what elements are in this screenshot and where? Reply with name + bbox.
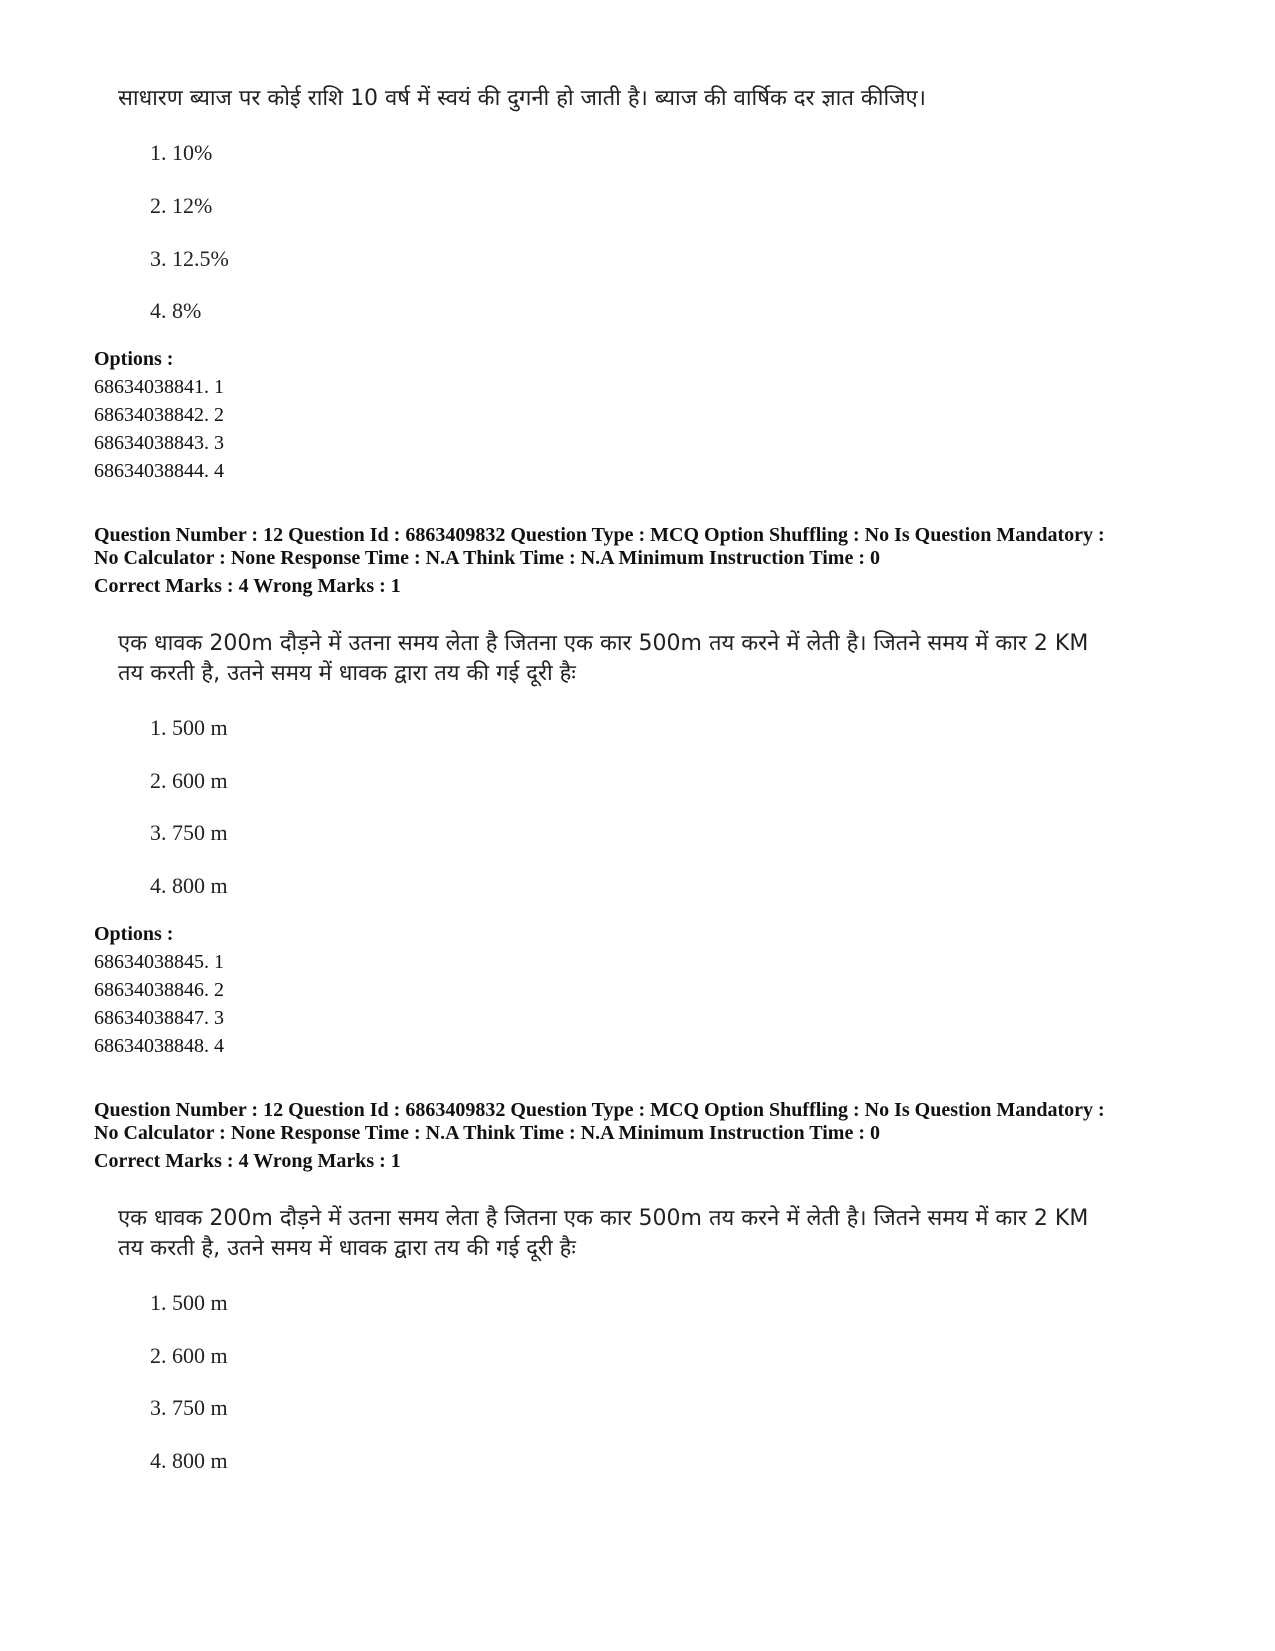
question-meta: Question Number : 12 Question Id : 6863409832 Question Type : MCQ Option Shuffling : No Is Question Mandatory : — [94, 1099, 1105, 1121]
option-id-line: 68634038843. 3 — [94, 432, 224, 454]
answer-choice: 4. 800 m — [150, 1448, 228, 1473]
question-marks: Correct Marks : 4 Wrong Marks : 1 — [94, 575, 401, 597]
option-id-line: 68634038845. 1 — [94, 951, 224, 973]
options-label: Options : — [94, 348, 174, 370]
answer-choice: 2. 600 m — [150, 1343, 228, 1368]
option-id-line: 68634038847. 3 — [94, 1007, 224, 1029]
option-id-line: 68634038842. 2 — [94, 404, 224, 426]
question-text: तय करती है, उतने समय में धावक द्वारा तय की गई दूरी हैः — [118, 661, 576, 686]
answer-choice: 4. 800 m — [150, 873, 228, 898]
answer-choice: 1. 500 m — [150, 715, 228, 740]
answer-choice: 4. 8% — [150, 298, 202, 323]
question-text: एक धावक 200m दौड़ने में उतना समय लेता है जितना एक कार 500m तय करने में लेती है। जितने समय में कार 2 KM — [118, 1206, 1089, 1231]
answer-choice: 1. 10% — [150, 140, 213, 165]
option-id-line: 68634038844. 4 — [94, 460, 224, 482]
answer-choice: 3. 750 m — [150, 1395, 228, 1420]
option-id-line: 68634038846. 2 — [94, 979, 224, 1001]
answer-choice: 1. 500 m — [150, 1290, 228, 1315]
answer-choice: 3. 12.5% — [150, 246, 229, 271]
answer-choice: 2. 12% — [150, 193, 213, 218]
option-id-line: 68634038841. 1 — [94, 376, 224, 398]
question-text: एक धावक 200m दौड़ने में उतना समय लेता है जितना एक कार 500m तय करने में लेती है। जितने समय में कार 2 KM — [118, 631, 1089, 656]
question-meta: No Calculator : None Response Time : N.A Think Time : N.A Minimum Instruction Time : 0 — [94, 547, 880, 569]
question-text: साधारण ब्याज पर कोई राशि 10 वर्ष में स्वयं की दुगनी हो जाती है। ब्याज की वार्षिक दर ज्ञात कीजिए। — [118, 86, 926, 111]
question-meta: Question Number : 12 Question Id : 6863409832 Question Type : MCQ Option Shuffling : No Is Question Mandatory : — [94, 524, 1105, 546]
answer-choice: 3. 750 m — [150, 820, 228, 845]
answer-choice: 2. 600 m — [150, 768, 228, 793]
question-text: तय करती है, उतने समय में धावक द्वारा तय की गई दूरी हैः — [118, 1236, 576, 1261]
question-meta: No Calculator : None Response Time : N.A Think Time : N.A Minimum Instruction Time : 0 — [94, 1122, 880, 1144]
question-marks: Correct Marks : 4 Wrong Marks : 1 — [94, 1150, 401, 1172]
options-label: Options : — [94, 923, 174, 945]
option-id-line: 68634038848. 4 — [94, 1035, 224, 1057]
